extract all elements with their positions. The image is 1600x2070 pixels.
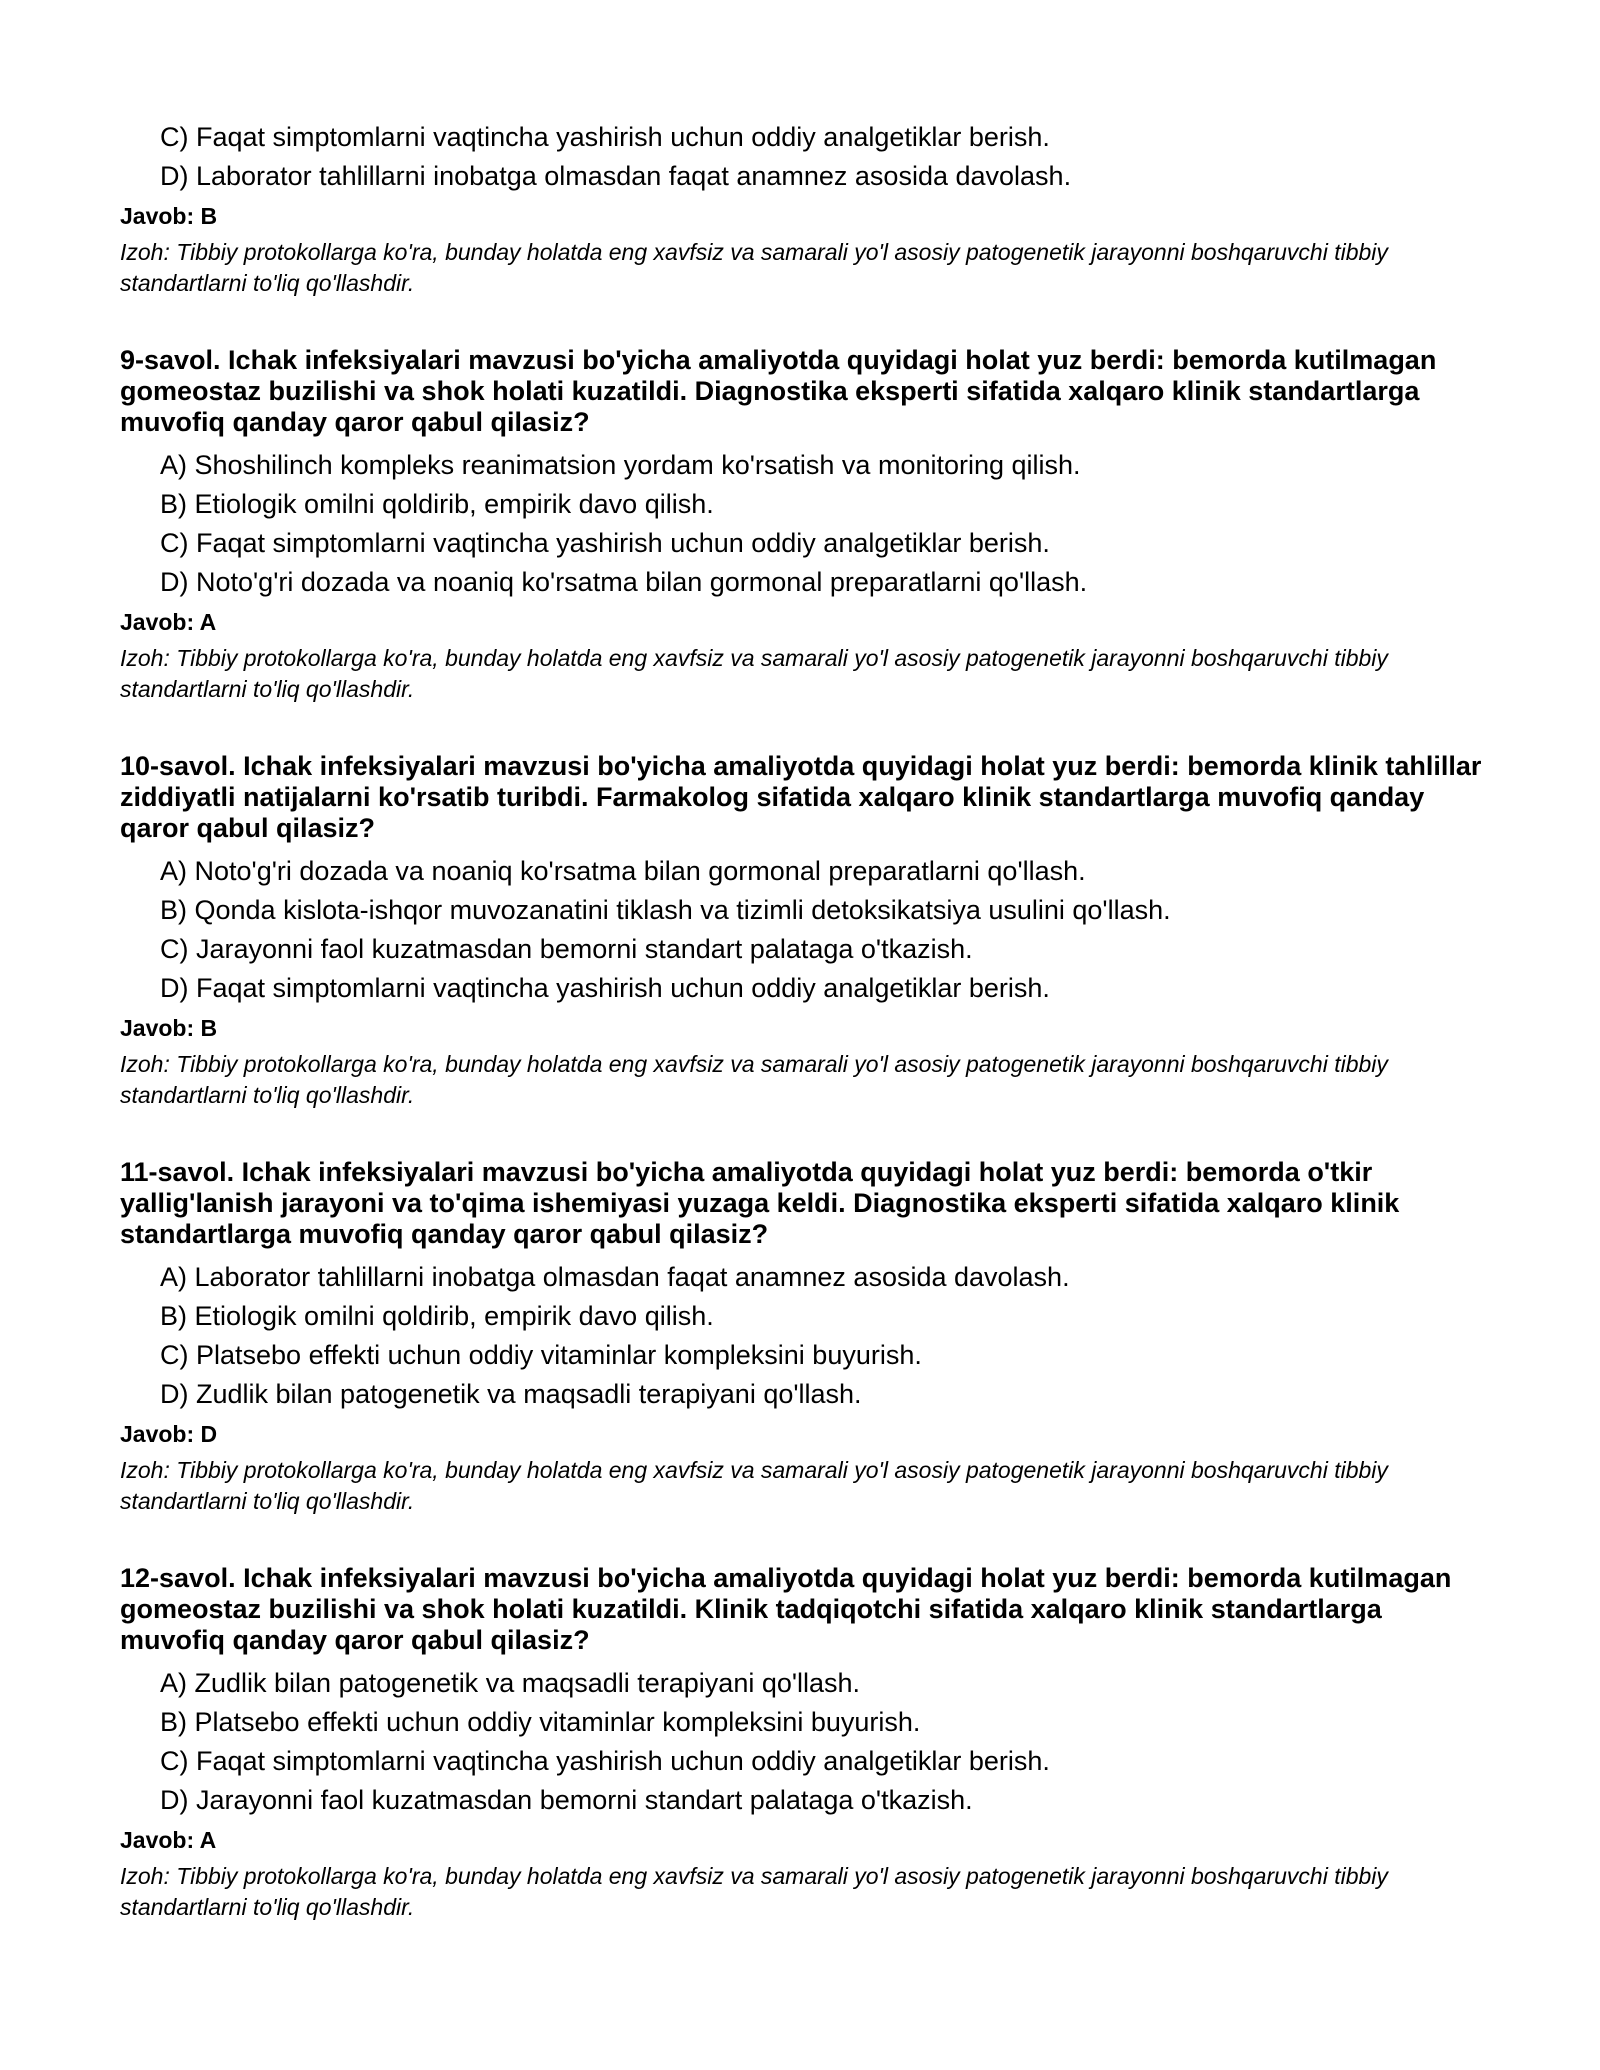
- option-c: C) Faqat simptomlarni vaqtincha yashirish uchun oddiy analgetiklar berish.: [160, 122, 1050, 152]
- explanation-note: Izoh: Tibbiy protokollarga ko'ra, bunday holatda eng xavfsiz va samarali yo'l asosiy patogenetik jarayonni boshqaruvchi tibbiy standartlarni to'liq qo'llashdir.: [120, 1863, 1388, 1920]
- explanation-note: Izoh: Tibbiy protokollarga ko'ra, bunday holatda eng xavfsiz va samarali yo'l asosiy patogenetik jarayonni boshqaruvchi tibbiy standartlarni to'liq qo'llashdir.: [120, 1457, 1388, 1514]
- option-b: B) Qonda kislota-ishqor muvozanatini tiklash va tizimli detoksikatsiya usulini qo'llash.: [160, 895, 1171, 925]
- explanation-note: Izoh: Tibbiy protokollarga ko'ra, bunday holatda eng xavfsiz va samarali yo'l asosiy patogenetik jarayonni boshqaruvchi tibbiy standartlarni to'liq qo'llashdir.: [120, 239, 1388, 296]
- answer-label: Javob: B: [120, 1015, 218, 1041]
- question-11: [120, 1157, 1490, 1517]
- question-12: [120, 1563, 1490, 1923]
- question-text: 9-savol. Ichak infeksiyalari mavzusi bo'yicha amaliyotda quyidagi holat yuz berdi: bemorda kutilmagan gomeostaz buzilishi va shok holati kuzatildi. Diagnostika eksperti sifatida xalqaro klinik standartlarga muvofiq qanday qaror qabul qilasiz?: [120, 345, 1437, 437]
- option-c: C) Faqat simptomlarni vaqtincha yashirish uchun oddiy analgetiklar berish.: [160, 1746, 1050, 1776]
- option-b: B) Etiologik omilni qoldirib, empirik davo qilish.: [160, 1301, 714, 1331]
- answer-label: Javob: A: [120, 609, 217, 635]
- option-list: [120, 118, 1490, 196]
- previous-question-fragment: [120, 118, 1490, 299]
- explanation-note: Izoh: Tibbiy protokollarga ko'ra, bunday holatda eng xavfsiz va samarali yo'l asosiy patogenetik jarayonni boshqaruvchi tibbiy standartlarni to'liq qo'llashdir.: [120, 1051, 1388, 1108]
- option-c: C) Faqat simptomlarni vaqtincha yashirish uchun oddiy analgetiklar berish.: [160, 528, 1050, 558]
- option-d: D) Laborator tahlillarni inobatga olmasdan faqat anamnez asosida davolash.: [160, 161, 1072, 191]
- question-text: 12-savol. Ichak infeksiyalari mavzusi bo'yicha amaliyotda quyidagi holat yuz berdi: bemorda kutilmagan gomeostaz buzilishi va shok holati kuzatildi. Klinik tadqiqotchi sifatida xalqaro klinik standartlarga muvofiq qanday qaror qabul qilasiz?: [120, 1563, 1452, 1655]
- option-a: A) Zudlik bilan patogenetik va maqsadli terapiyani qo'llash.: [160, 1668, 861, 1698]
- question-text: 11-savol. Ichak infeksiyalari mavzusi bo'yicha amaliyotda quyidagi holat yuz berdi: bemorda o'tkir yallig'lanish jarayoni va to'qima ishemiyasi yuzaga keldi. Diagnostika eksperti sifatida xalqaro klinik standartlarga muvofiq qanday qaror qabul qilasiz?: [120, 1157, 1400, 1249]
- option-list: [120, 1664, 1490, 1820]
- explanation-note: Izoh: Tibbiy protokollarga ko'ra, bunday holatda eng xavfsiz va samarali yo'l asosiy patogenetik jarayonni boshqaruvchi tibbiy standartlarni to'liq qo'llashdir.: [120, 645, 1388, 702]
- question-9: [120, 345, 1490, 705]
- option-list: [120, 1258, 1490, 1414]
- option-d: D) Jarayonni faol kuzatmasdan bemorni standart palataga o'tkazish.: [160, 1785, 973, 1815]
- option-list: [120, 852, 1490, 1008]
- answer-label: Javob: B: [120, 203, 218, 229]
- option-d: D) Zudlik bilan patogenetik va maqsadli terapiyani qo'llash.: [160, 1379, 862, 1409]
- option-a: A) Laborator tahlillarni inobatga olmasdan faqat anamnez asosida davolash.: [160, 1262, 1070, 1292]
- answer-label: Javob: D: [120, 1421, 218, 1447]
- answer-label: Javob: A: [120, 1827, 217, 1853]
- option-b: B) Etiologik omilni qoldirib, empirik davo qilish.: [160, 489, 714, 519]
- question-10: [120, 751, 1490, 1111]
- option-a: A) Noto'g'ri dozada va noaniq ko'rsatma bilan gormonal preparatlarni qo'llash.: [160, 856, 1086, 886]
- option-d: D) Noto'g'ri dozada va noaniq ko'rsatma bilan gormonal preparatlarni qo'llash.: [160, 567, 1088, 597]
- option-c: C) Platsebo effekti uchun oddiy vitaminlar kompleksini buyurish.: [160, 1340, 922, 1370]
- document-page: [120, 118, 1490, 1923]
- option-b: B) Platsebo effekti uchun oddiy vitaminlar kompleksini buyurish.: [160, 1707, 921, 1737]
- option-d: D) Faqat simptomlarni vaqtincha yashirish uchun oddiy analgetiklar berish.: [160, 973, 1050, 1003]
- option-c: C) Jarayonni faol kuzatmasdan bemorni standart palataga o'tkazish.: [160, 934, 973, 964]
- option-a: A) Shoshilinch kompleks reanimatsion yordam ko'rsatish va monitoring qilish.: [160, 450, 1081, 480]
- question-text: 10-savol. Ichak infeksiyalari mavzusi bo'yicha amaliyotda quyidagi holat yuz berdi: bemorda klinik tahlillar ziddiyatli natijalarni ko'rsatib turibdi. Farmakolog sifatida xalqaro klinik standartlarga muvofiq qanday qaror qabul qilasiz?: [120, 751, 1482, 843]
- option-list: [120, 446, 1490, 602]
